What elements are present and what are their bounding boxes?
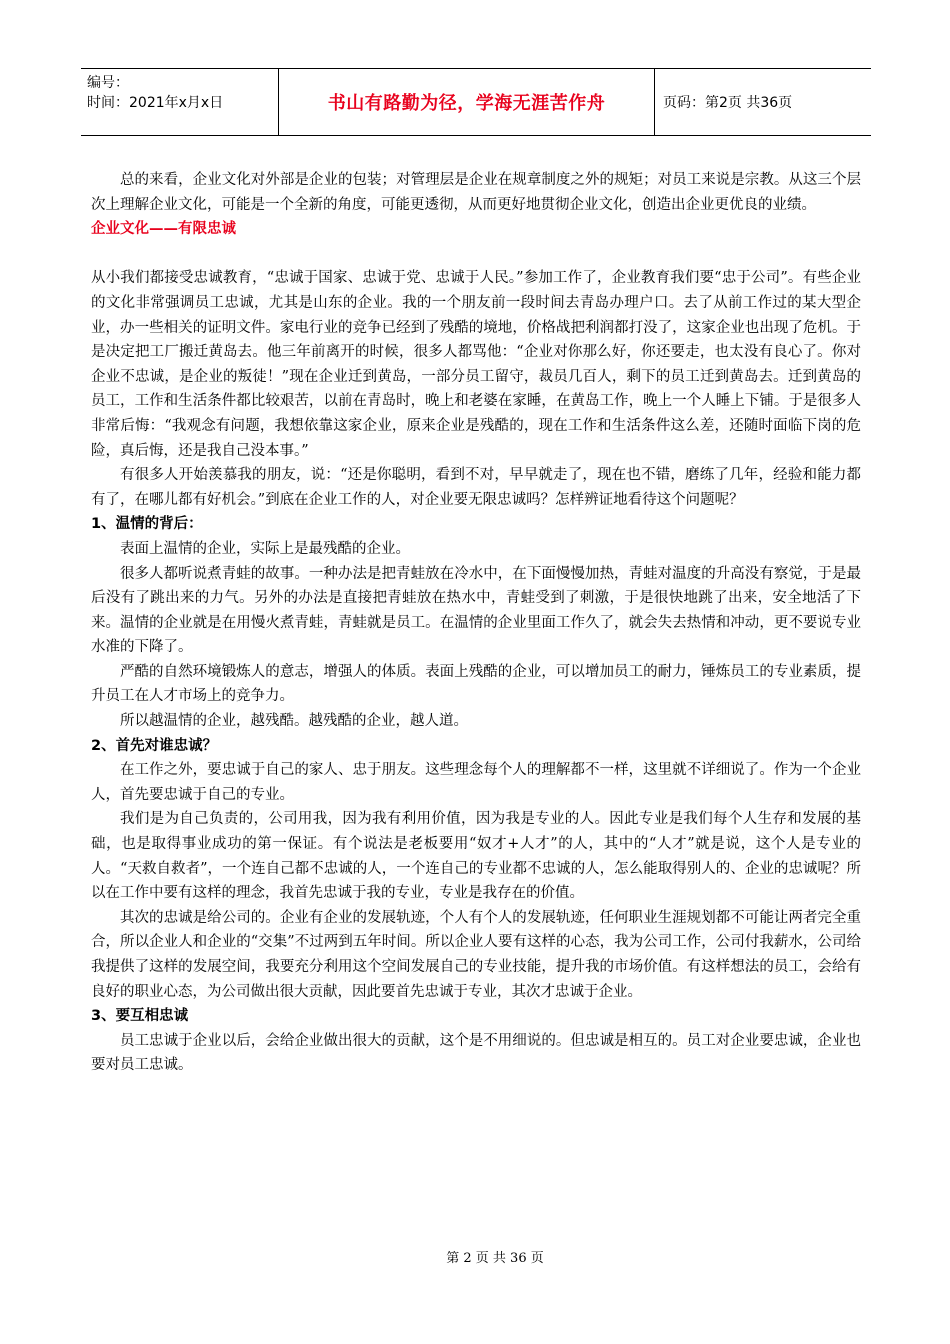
header-meta <box>81 69 279 135</box>
paragraph: 所以越温情的企业，越残酷。越残酷的企业，越人道。 <box>120 713 468 730</box>
paragraph: 员工忠诚于企业以后，会给企业做出很大的贡献，这个是不用细说的。但忠诚是相互的。员工对企业要忠诚，企业也要对员工忠诚。 <box>91 1032 861 1074</box>
paragraph: 总的来看，企业文化对外部是企业的包装；对管理层是企业在规章制度之外的规矩；对员工来说是宗教。从这三个层次上理解企业文化，可能是一个全新的角度，可能更透彻，从而更好地贯彻企业文化，创造出企业更优良的业绩。 <box>91 172 861 213</box>
paragraph: 很多人都听说煮青蛙的故事。一种办法是把青蛙放在冷水中，在下面慢慢加热，青蛙对温度的升高没有察觉，于是最后没有了跳出来的力气。另外的办法是直接把青蛙放在热水中，青蛙受到了刺激，于是很快地跳了出来，安全地活了下来。温情的企业就是在用慢火煮青蛙，青蛙就是员工。在温情的企业里面工作久了，就会失去热情和冲动，更不要说专业水准的下降了。 <box>91 565 861 656</box>
document-number-label: 编号： <box>87 75 129 91</box>
page-header <box>81 68 871 136</box>
paragraph: 从小我们都接受忠诚教育，“忠诚于国家、忠诚于党、忠诚于人民。”参加工作了，企业教育我们要“忠于公司”。有些企业的文化非常强调员工忠诚，尤其是山东的企业。我的一个朋友前一段时间去青岛办理户口。去了从前工作过的某大型企业，办一些相关的证明文件。家电行业的竞争已经到了残酷的境地，价格战把利润都打没了，这家企业也出现了危机。于是决定把工厂搬迁黄岛去。他三年前离开的时候，很多人都骂他：“企业对你那么好，你还要走，也太没有良心了。你对企业不忠诚，是企业的叛徒！”现在企业迁到黄岛，一部分员工留守，裁员几百人，剩下的员工迁到黄岛去。迁到黄岛的员工，工作和生活条件都比较艰苦，以前在青岛时，晚上和老婆在家睡，在黄岛工作，晚上一个人睡上下铺。于是很多人非常后悔：“我观念有问题，我想依靠这家企业，原来企业是残酷的，现在工作和生活条件这么差，还随时面临下岗的危险，真后悔，还是我自己没本事。” <box>91 270 861 459</box>
document-body <box>91 168 861 1078</box>
page-footer: 第 2 页 共 36 页 <box>446 1251 544 1266</box>
paragraph: 表面上温情的企业，实际上是最残酷的企业。 <box>120 540 410 557</box>
paragraph: 我们是为自己负责的，公司用我，因为我有利用价值，因为我是专业的人。因此专业是我们每个人生存和发展的基础，也是取得事业成功的第一保证。有个说法是老板要用“奴才+人才”的人，其中的“人才”就是说，这个人是专业的人。“天救自救者”，一个连自己都不忠诚的人，一个连自己的专业都不忠诚的人，怎么能取得别人的、企业的忠诚呢？所以在工作中要有这样的理念，我首先忠诚于我的专业，专业是我存在的价值。 <box>91 811 861 902</box>
header-page-info: 页码：第2页 共36页 <box>663 95 793 111</box>
subsection-heading: 1、温情的背后： <box>91 516 203 533</box>
paragraph: 其次的忠诚是给公司的。企业有企业的发展轨迹，个人有个人的发展轨迹，任何职业生涯规划都不可能让两者完全重合，所以企业人和企业的“交集”不过两到五年时间。所以企业人要有这样的心态，我为公司工作，公司付我薪水，公司给我提供了这样的发展空间，我要充分利用这个空间发展自己的专业技能，提升我的市场价值。有这样想法的员工，会给有良好的职业心态，为公司做出很大贡献，因此要首先忠诚于专业，其次才忠诚于企业。 <box>91 909 861 1000</box>
subsection-heading: 2、首先对谁忠诚？ <box>91 737 218 754</box>
paragraph: 在工作之外，要忠诚于自己的家人、忠于朋友。这些理念每个人的理解都不一样，这里就不详细说了。作为一个企业人，首先要忠诚于自己的专业。 <box>91 762 861 803</box>
header-motto: 书山有路勤为径，学海无涯苦作舟 <box>279 69 655 135</box>
document-time-label: 时间：2021年x月x日 <box>87 95 224 111</box>
paragraph: 严酷的自然环境锻炼人的意志，增强人的体质。表面上残酷的企业，可以增加员工的耐力，锤炼员工的专业素质，提升员工在人才市场上的竞争力。 <box>91 663 861 705</box>
subsection-heading: 3、要互相忠诚 <box>91 1008 189 1025</box>
section-title: 企业文化——有限忠诚 <box>91 221 236 238</box>
paragraph: 有很多人开始羡慕我的朋友，说：“还是你聪明，看到不对，早早就走了，现在也不错，磨练了几年，经验和能力都有了，在哪儿都有好机会。”到底在企业工作的人，对企业要无限忠诚吗？怎样辨证地看待这个问题呢？ <box>91 467 861 508</box>
